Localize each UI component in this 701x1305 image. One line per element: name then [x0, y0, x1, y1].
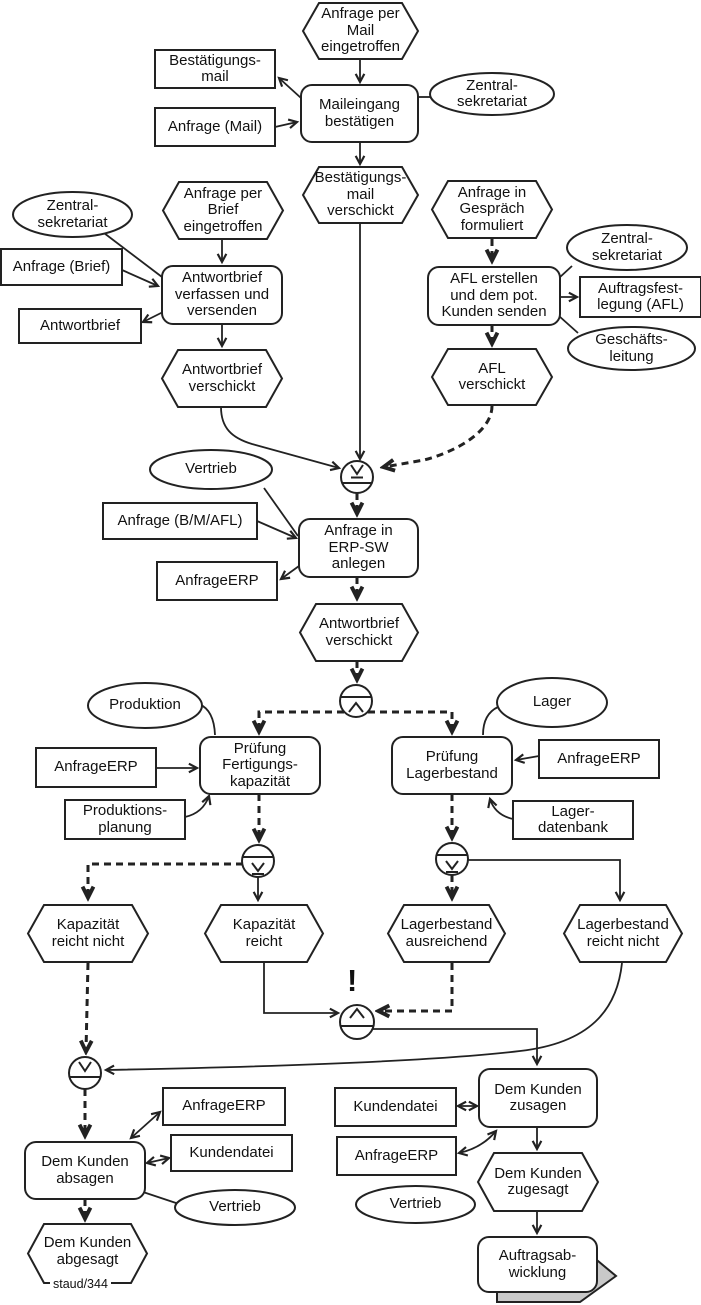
function-create-afl-label: AFL erstellen und dem pot. Kunden senden	[441, 270, 547, 321]
info-inquiry-letter-label: Anfrage (Brief)	[12, 257, 111, 275]
info-production-planning-label: Produktions- planung	[82, 802, 168, 836]
org-central-secretariat-afl-shape	[567, 225, 687, 270]
info-stock-database-shape	[513, 801, 633, 839]
org-sales-confirm-shape	[356, 1186, 475, 1223]
info-afl-document-label: Auftragsfest- legung (AFL)	[597, 279, 684, 313]
info-inquiry-erp-confirm-label: AnfrageERP	[354, 1146, 439, 1164]
function-confirm-mail-label: Maileingang bestätigen	[319, 96, 400, 130]
event-capacity-sufficient-label: Kapazität reicht	[232, 916, 296, 950]
operator-and-join	[340, 1005, 374, 1039]
org-central-secretariat-mail-shape	[430, 73, 554, 115]
event-confirmation-mail-sent-label: Bestätigungs- mail verschickt	[314, 169, 407, 220]
function-decline-customer-label: Dem Kunden absagen	[41, 1153, 129, 1187]
operator-and-split	[340, 685, 372, 717]
info-stock-database-label: Lager- datenbank	[537, 802, 609, 836]
event-capacity-insufficient-label: Kapazität reicht nicht	[51, 916, 125, 950]
info-confirmation-mail-label: Bestätigungs- mail	[169, 51, 261, 85]
function-create-afl-shape	[428, 267, 560, 325]
org-production-shape	[88, 683, 202, 728]
info-confirmation-mail-shape	[155, 50, 275, 88]
event-stock-insufficient-shape	[564, 905, 682, 962]
event-afl-sent-shape	[432, 349, 552, 405]
event-customer-declined-label: Dem Kunden abgesagt	[43, 1234, 132, 1268]
org-sales-decline-shape	[175, 1190, 295, 1225]
function-confirm-customer-shape	[479, 1069, 597, 1127]
info-inquiry-bmafl-shape	[103, 503, 257, 539]
function-decline-customer-shape	[25, 1142, 145, 1199]
event-letter-received-shape	[163, 182, 283, 239]
operator-xor-split-stock	[436, 843, 468, 875]
event-inquiry-in-talk-shape	[432, 181, 552, 238]
event-reply-letter-sent-label: Antwortbrief verschickt	[181, 361, 263, 395]
org-central-secretariat-mail-label: Zentral- sekretariat	[456, 76, 528, 110]
info-production-planning-shape	[65, 800, 185, 839]
source-citation: staud/344	[50, 1277, 111, 1291]
event-reply-letter-sent-2-label: Antwortbrief verschickt	[318, 615, 400, 649]
info-inquiry-erp-decline-label: AnfrageERP	[182, 1097, 266, 1115]
event-customer-confirmed-shape	[478, 1153, 598, 1211]
org-sales-erp-label: Vertrieb	[185, 460, 237, 478]
process-path-order-processing	[478, 1237, 616, 1302]
event-reply-letter-sent-shape	[162, 350, 282, 407]
info-inquiry-erp-create-shape	[157, 562, 277, 600]
org-management-shape	[568, 327, 695, 370]
event-customer-declined-shape	[28, 1224, 147, 1283]
function-write-reply-letter-shape	[162, 266, 282, 324]
info-customer-file-confirm-shape	[335, 1088, 456, 1126]
info-inquiry-erp-stock-label: AnfrageERP	[557, 749, 641, 767]
operator-or-join	[69, 1057, 101, 1089]
info-inquiry-mail-label: Anfrage (Mail)	[167, 117, 263, 135]
function-check-capacity-label: Prüfung Fertigungs- kapazität	[222, 739, 298, 790]
org-central-secretariat-afl-label: Zentral- sekretariat	[591, 230, 663, 264]
event-inquiry-in-talk-label: Anfrage in Gespräch formuliert	[457, 183, 527, 234]
event-stock-sufficient-shape	[388, 905, 505, 962]
org-sales-confirm-label: Vertrieb	[389, 1195, 442, 1213]
operator-xor-join-main	[341, 461, 373, 493]
event-mail-received-shape	[303, 3, 418, 59]
event-stock-insufficient-label: Lagerbestand reicht nicht	[577, 916, 669, 950]
info-inquiry-erp-stock-shape	[539, 740, 659, 778]
event-mail-received-label: Anfrage per Mail eingetroffen	[321, 5, 400, 56]
info-reply-letter-shape	[19, 309, 141, 343]
function-write-reply-letter-label: Antwortbrief verfassen und versenden	[174, 269, 270, 320]
event-afl-sent-label: AFL verschickt	[458, 359, 526, 393]
event-capacity-sufficient-shape	[205, 905, 323, 962]
org-warehouse-label: Lager	[532, 693, 572, 711]
event-customer-confirmed-label: Dem Kunden zugesagt	[494, 1164, 582, 1198]
info-inquiry-erp-create-label: AnfrageERP	[175, 571, 259, 589]
function-create-inquiry-erp-label: Anfrage in ERP-SW anlegen	[324, 522, 393, 573]
event-stock-sufficient-label: Lagerbestand ausreichend	[400, 916, 493, 950]
org-sales-erp-shape	[150, 450, 272, 489]
warning-exclamation: !	[347, 963, 358, 998]
function-check-capacity-shape	[200, 737, 320, 794]
function-check-stock-shape	[392, 737, 512, 794]
function-check-stock-label: Prüfung Lagerbestand	[406, 748, 498, 782]
org-management-label: Geschäfts- leitung	[595, 331, 668, 365]
info-afl-document-shape	[580, 277, 701, 317]
event-capacity-insufficient-shape	[28, 905, 148, 962]
org-central-secretariat-letter-shape	[13, 192, 132, 237]
function-confirm-customer-label: Dem Kunden zusagen	[494, 1080, 582, 1114]
info-inquiry-bmafl-label: Anfrage (B/M/AFL)	[117, 511, 243, 529]
event-reply-letter-sent-2-shape	[300, 604, 418, 661]
info-customer-file-decline-shape	[171, 1135, 292, 1171]
org-production-label: Produktion	[109, 696, 181, 714]
operator-xor-split-capacity	[242, 845, 274, 877]
function-create-inquiry-erp-shape	[299, 519, 418, 577]
info-inquiry-mail-shape	[155, 108, 275, 146]
org-central-secretariat-letter-label: Zentral- sekretariat	[37, 197, 108, 231]
info-inquiry-letter-shape	[1, 249, 122, 285]
event-letter-received-label: Anfrage per Brief eingetroffen	[183, 184, 263, 235]
info-inquiry-erp-confirm-shape	[337, 1137, 456, 1175]
process-path-order-processing-label: Auftragsab- wicklung	[498, 1247, 577, 1281]
info-customer-file-confirm-label: Kundendatei	[353, 1097, 438, 1115]
info-inquiry-erp-decline-shape	[163, 1088, 285, 1125]
org-sales-decline-label: Vertrieb	[209, 1198, 261, 1216]
process-path-order-processing-shape	[478, 1237, 597, 1292]
org-warehouse-shape	[497, 678, 607, 727]
info-customer-file-decline-label: Kundendatei	[189, 1143, 274, 1161]
event-confirmation-mail-sent-shape	[303, 167, 418, 223]
info-reply-letter-label: Antwortbrief	[39, 316, 121, 334]
function-confirm-mail-shape	[301, 85, 418, 142]
info-inquiry-erp-capacity-label: AnfrageERP	[54, 758, 138, 776]
info-inquiry-erp-capacity-shape	[36, 748, 156, 787]
